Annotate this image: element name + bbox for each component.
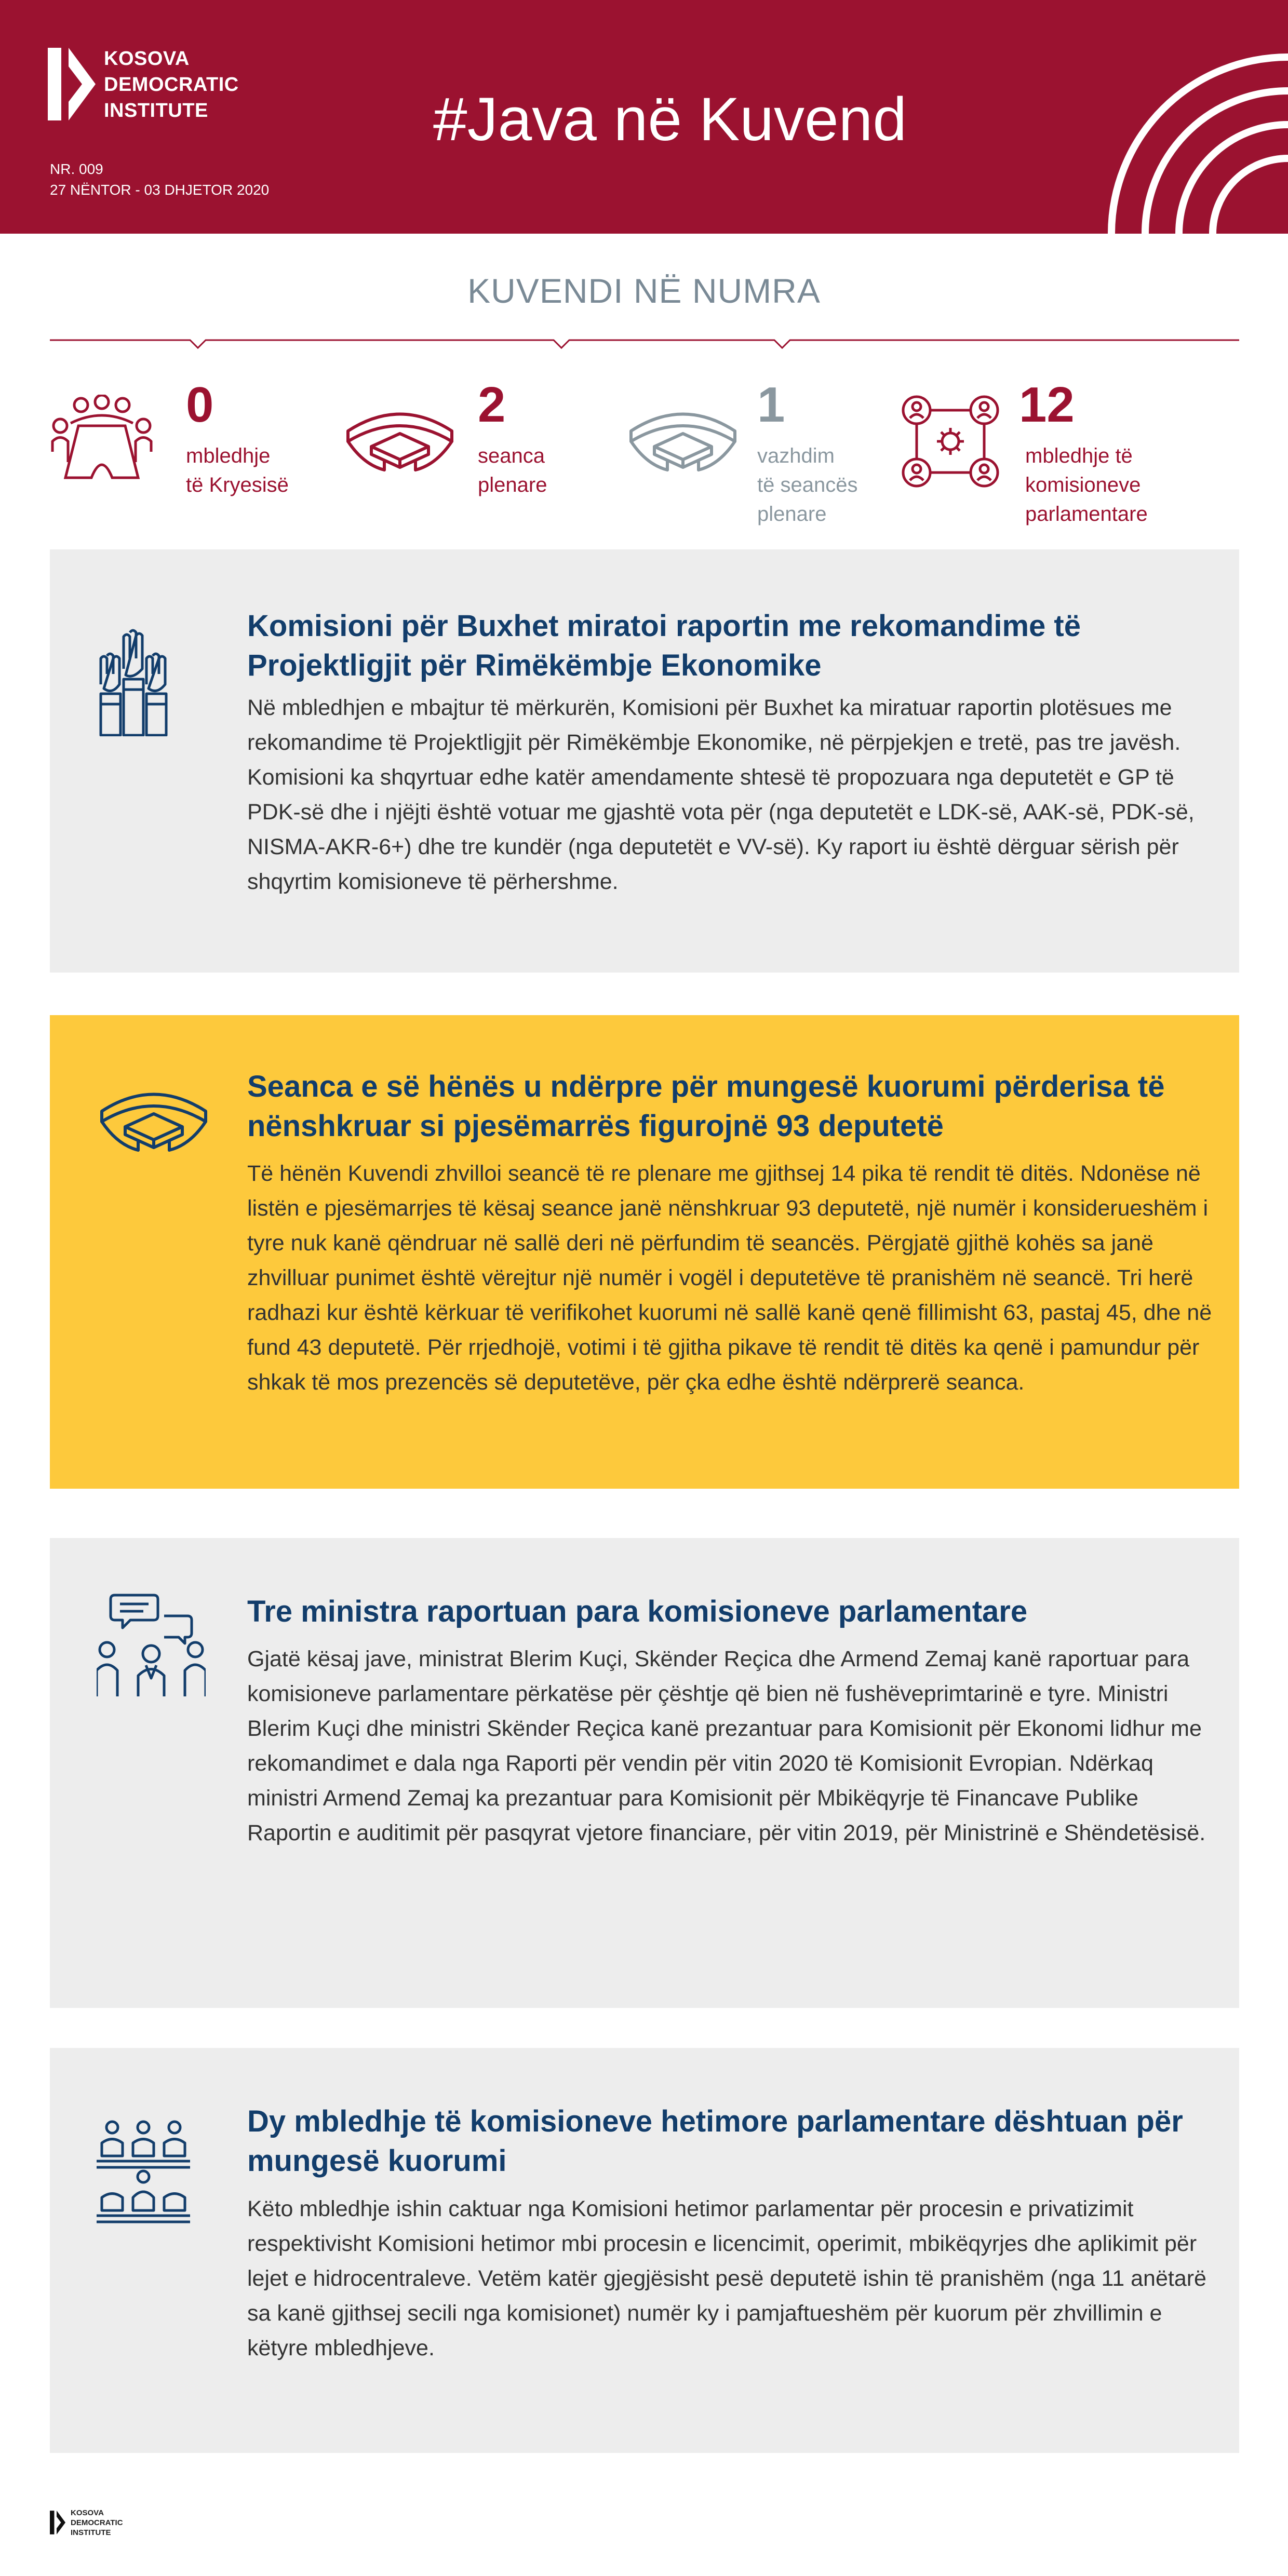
date-range: 27 NËNTOR - 03 DHJETOR 2020 [50,182,270,198]
stat-label-line: komisioneve [1025,474,1141,496]
stat-label-line: parlamentare [1025,503,1148,525]
stat-value: 12 [1019,377,1075,433]
page-title: #Java në Kuvend [433,85,907,154]
article-body: Gjatë kësaj jave, ministrat Blerim Kuçi, Skënder Reçica dhe Armend Zemaj kanë raportuar para komisioneve parlamentare përkatëse për çështje që bien në fushëveprimtarinë e tyre. Ministri Blerim Kuçi dhe ministri Skënder Reçica kanë prezantuar para Komisionit për Ekonomi lidhur me rekomandimet e dala nga Raporti për vendin për vitin 2020 të Komisionit Evropian. Ndërkaq ministri Armend Zemaj ka prezantuar para Komisionit për Mbikëqyrje të Financave Publike Raportin e auditimit për pasqyrat vjetore financiare, për vitin 2019, për Ministrinë e Shëndetësisë. [247,1647,1206,1845]
article-body: Në mbledhjen e mbajtur të mërkurën, Komisioni për Buxhet ka miratuar raportin plotësues me rekomandime të Projektligjit për Rimëkëmbje Ekonomike, në përpjekjen e tretë, pas tre javësh. Komisioni ka shqyrtuar edhe katër amendamente shtesë të propozuara nga deputetët e GP të PDK-së dhe i njëjti është votuar me gjashtë vota për (nga deputetët e LDK-së, AAK-së, PDK-së, NISMA-AKR-6+) dhe tre kundër (nga deputetët e VV-së). Ky raport iu është dërguar sërish për shqyrtim komisioneve të përhershme. [247,695,1195,894]
article-card-ministers-report [50,1538,1239,2008]
stat-label-line: mbledhje [186,444,271,467]
article-card-investigative-committees [50,2048,1239,2453]
stat-committee-meetings [898,379,1220,535]
article-title: Dy mbledhje të komisioneve hetimore parlamentare dështuan për mungesë kuorumi [247,2105,1183,2178]
stat-label-line: të seancës [757,474,858,496]
discussion-people-icon [97,1593,206,1696]
logo-line: INSTITUTE [71,2528,111,2537]
plenary-hall-icon [343,402,457,475]
meeting-table-icon [50,395,154,483]
logo-text [104,46,239,124]
stat-value: 2 [478,377,506,433]
stat-value: 1 [757,377,785,433]
logo-line: DEMOCRATIC [104,74,239,96]
section-divider [50,332,1239,353]
stat-value: 0 [186,377,214,433]
stat-label-line: plenare [757,503,827,525]
stat-plenary-sessions [343,379,613,535]
stat-label-line: vazhdim [757,444,835,467]
issue-number: NR. 009 [50,161,103,177]
logo-line: INSTITUTE [104,100,208,122]
article-title: Komisioni për Buxhet miratoi raportin me rekomandime të Projektligjit për Rimëkëmbje Ekonomike [247,609,1081,682]
stat-plenary-continuation [626,379,886,535]
article-card-plenary-quorum [50,1015,1239,1489]
stat-label-line: plenare [478,474,547,496]
plenary-hall-icon [626,402,740,475]
kdi-logo-icon [50,2508,65,2537]
concentric-arcs-icon [1101,42,1288,234]
stat-label [1025,441,1202,529]
plenary-hall-icon [97,1083,211,1155]
article-body: Këto mbledhje ishin caktuar nga Komisioni hetimor parlamentar për procesin e privatizimit respektivisht Komisioni hetimor mbi procesin e licencimit, operimit, mbikëqyrjes dhe aplikimit për lejet e hidrocentraleve. Vetëm katër gjegjësisht pesë deputetë ishin të pranishëm (nga 11 anëtarë sa kanë gjithsej secili nga komisionet) numër ky i pamjaftueshëm për kuorum për zhvillimin e këtyre mbledhjeve. [247,2196,1206,2361]
article-card-budget-committee [50,549,1239,973]
footer-logo-text [71,2508,123,2538]
logo-line: DEMOCRATIC [71,2518,123,2527]
empty-seats-icon [97,2120,190,2226]
committee-network-icon [898,392,1002,491]
stat-label-line: të Kryesisë [186,474,289,496]
raised-hands-icon [97,627,169,736]
article-title: Tre ministra raportuan para komisioneve parlamentare [247,1595,1028,1628]
section-title: KUVENDI NË NUMRA [467,272,821,310]
article-title: Seanca e së hënës u ndërpre për mungesë kuorumi përderisa të nënshkruar si pjesëmarrës figurojnë 93 deputetë [247,1070,1165,1143]
kdi-logo-icon [48,48,96,120]
logo-line: KOSOVA [104,48,190,70]
stat-label-line: seanca [478,444,545,467]
article-body: Të hënën Kuvendi zhvilloi seancë të re plenare me gjithsej 14 pika të rendit të ditës. Ndonëse në listën e pjesëmarrjes të kësaj seance janë nënshkruar 93 deputetë, një numër i konsiderueshëm i tyre nuk kanë qëndruar në sallë deri në përfundim të seancës. Përgjatë gjithë kohës sa janë zhvilluar punimet është vërejtur një numër i vogël i deputetëve të pranishëm në seancë. Tri herë radhazi kur është kërkuar të verifikohet kuorumi në sallë kanë qenë fillimisht 63, pastaj 45, dhe në fund 43 deputetë. Për rrjedhojë, votimi i të gjitha pikave të rendit të ditës ka qenë i pamundur për shkak të mos prezencës së deputetëve, për çka edhe është ndërprerë seanca. [247,1161,1212,1395]
stat-presidency-meetings [50,379,330,535]
logo-line: KOSOVA [71,2508,104,2517]
stat-label [186,441,363,500]
stat-label-line: mbledhje të [1025,444,1133,467]
header-banner [0,0,1288,234]
